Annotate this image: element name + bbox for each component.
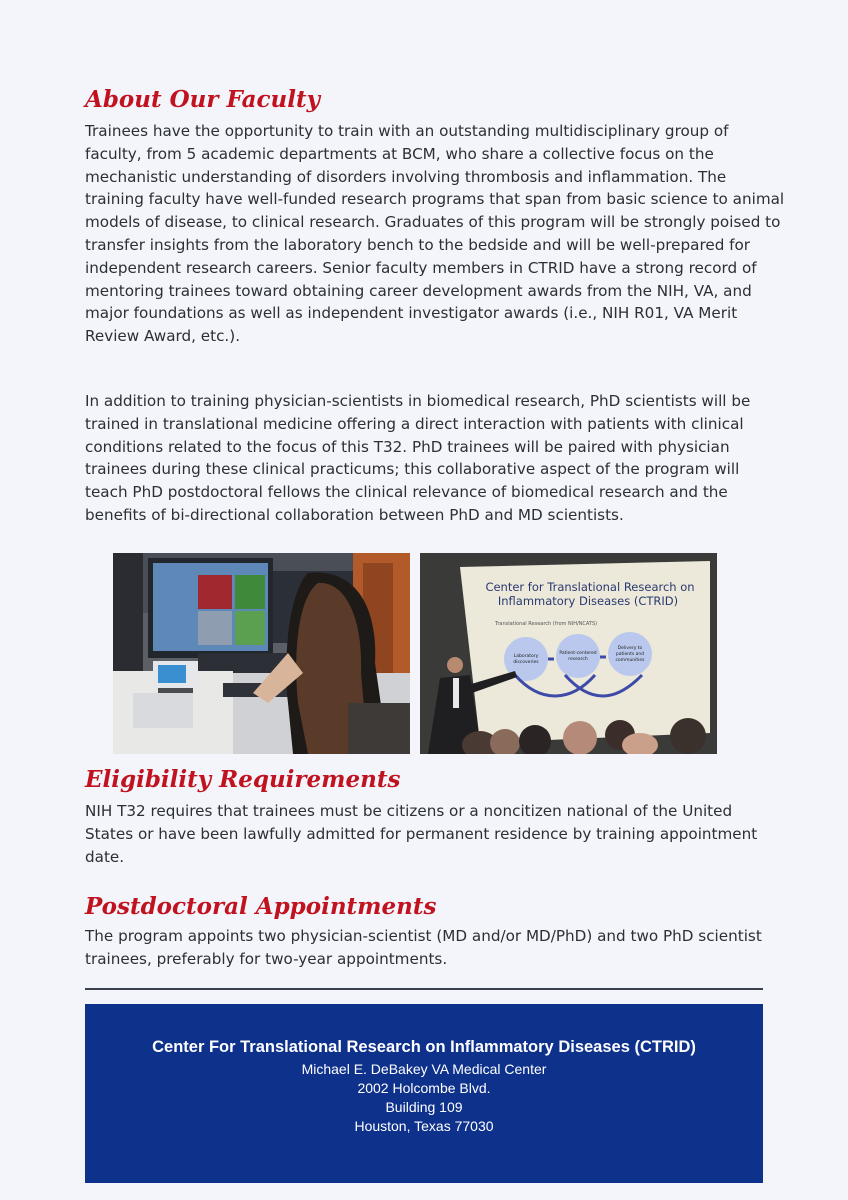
slide-title-line-1: Center for Translational Research on bbox=[485, 580, 695, 594]
footer-address-line-2: 2002 Holcombe Blvd. bbox=[357, 1080, 491, 1096]
faculty-paragraph-2: In addition to training physician-scientists in biomedical research, PhD scientists will be trained in translational medicine offering a direct interaction with patients with clinical conditions related to the focus of this T32. PhD trainees will be paired with physician trainees during these clinical practicums; this collaborative aspect of the program will teach PhD postdoctoral fellows the clinical relevance of biomedical research and the benefits of bi-directional collaboration between PhD and MD scientists. bbox=[85, 392, 751, 524]
faculty-heading: About Our Faculty bbox=[85, 86, 320, 113]
slide-circle-1-line-1: Laboratory bbox=[513, 654, 539, 659]
footer bbox=[85, 1004, 763, 1183]
presentation-photo bbox=[420, 553, 717, 754]
slide-circle-1-line-2: discoveries bbox=[513, 660, 539, 665]
slide-title-line-2: Inflammatory Diseases (CTRID) bbox=[497, 594, 679, 608]
footer-address-line-4: Houston, Texas 77030 bbox=[354, 1118, 494, 1134]
appointments-heading: Postdoctoral Appointments bbox=[85, 893, 437, 920]
slide-circle-2-line-1: Patient-centered bbox=[559, 651, 597, 656]
footer-address-line-1: Michael E. DeBakey VA Medical Center bbox=[301, 1061, 547, 1077]
slide-circle-3-line-3: communities bbox=[615, 658, 645, 663]
eligibility-heading: Eligibility Requirements bbox=[85, 766, 401, 793]
appointments-paragraph: The program appoints two physician-scientist (MD and/or MD/PhD) and two PhD scientist trainees, preferably for two-year appointments. bbox=[85, 927, 762, 968]
slide-circle-3-line-1: Delivery to bbox=[617, 646, 643, 651]
divider bbox=[85, 988, 763, 990]
eligibility-paragraph: NIH T32 requires that trainees must be citizens or a noncitizen national of the United States or have been lawfully admitted for permanent residence by training appointment date. bbox=[85, 802, 758, 866]
slide-circle-2-line-2: research bbox=[568, 657, 588, 662]
lab-workstation-photo bbox=[113, 553, 410, 754]
slide-circle-2 bbox=[556, 634, 600, 678]
faculty-paragraph-1: Trainees have the opportunity to train with an outstanding multidisciplinary group of faculty, from 5 academic departments at BCM, who share a collective focus on the mechanistic understanding of disorders involving thrombosis and inflammation. The training faculty have well-funded research programs that span from basic science to animal models of disease, to clinical research. Graduates of this program will be strongly poised to transfer insights from the laboratory bench to the bedside and will be well-prepared for independent research careers. Senior faculty members in CTRID have a strong record of mentoring trainees toward obtaining career development awards from the NIH, VA, and major foundations as well as independent investigator awards (i.e., NIH R01, VA Merit Review Award, etc.). bbox=[85, 122, 785, 346]
footer-address-line-3: Building 109 bbox=[385, 1099, 463, 1115]
slide-circle-3-line-2: patients and bbox=[615, 652, 645, 657]
footer-org-name: Center For Translational Research on Inflammatory Diseases (CTRID) bbox=[152, 1038, 696, 1056]
slide-subtitle: Translational Research (from NIH/NCATS) bbox=[495, 621, 598, 627]
